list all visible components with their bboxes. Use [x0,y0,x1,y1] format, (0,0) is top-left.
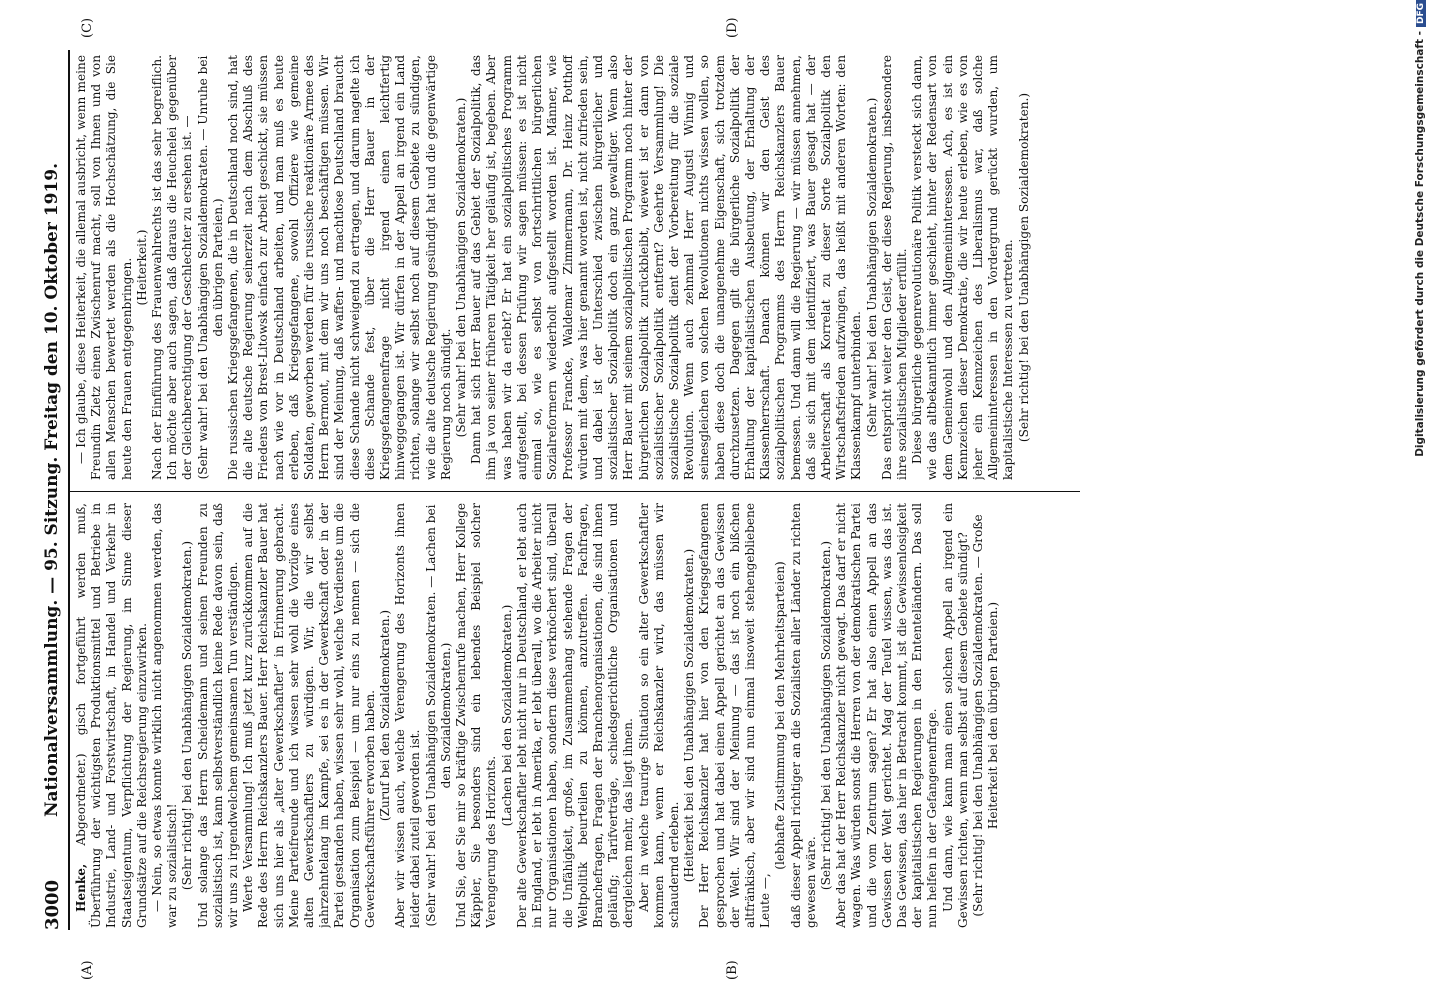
paragraph [393,503,423,928]
margin-mark-b: (B) [725,960,740,980]
paragraph [789,503,819,928]
paragraph [819,503,834,928]
paragraph-text: (Sehr richtig! bei den Unabhängigen Sozialdemokraten. — Große Heiterkeit bei den übrigen Parteien.) [970,514,1001,917]
paragraph [834,503,940,928]
paragraph [241,503,378,928]
paragraph [682,503,697,928]
paragraph-text: (Sehr richtig! bei den Unabhängigen Sozialdemokraten.) [180,540,195,891]
paragraph-text: (Heiterkeit.) [134,229,149,306]
paragraph [697,503,773,928]
paragraph [74,503,150,928]
paragraph-text: (Sehr wahr! bei den Unabhängigen Sozialdemokraten. — Lachen bei den Sozialdemokraten.) [423,504,453,927]
paragraph-text: (Sehr richtig! bei den Unabhängigen Sozialdemokraten.) [1016,92,1031,443]
paragraph [196,503,242,928]
paragraph [150,55,196,480]
paragraph-text: Die russischen Kriegsgefangenen, die in Deutschland noch sind, hat die alte deutsche Regierung seinerzeit nach dem Abschluß des Friedens von Brest-Litowsk einfach zur Arbeit geschickt, sie müssen nach wie vor in Deutschland arbeiten, und man muß es heute erleben, daß Kriegsgefangene, sowohl Offiziere wie gemeine Soldaten, geworben werden für die russische reaktionäre Armee des Herrn Bermont, mit dem wir uns noch beschäftigen müssen. Wir sind der Meinung, daß waffen- und machtlose Deutschland braucht diese Schande nicht schweigend zu ertragen, und darum nagelte ich diese Schande fest, über die Herr Bauer in der Kriegsgefangenenfrage nicht irgend einen leichtfertig hinweggegangen ist. Wir dürfen in der Appell an irgend ein Land richten, solange wir selbst noch auf diesem Gebiete zu sündigen, wie die alte deutsche Regierung gesündigt hat und die gegenwärtige Regierung noch sündigt. [226,55,453,480]
paragraph [515,503,637,928]
paragraph-text: Dann hat sich Herr Bauer auf das Gebiet der Sozialpolitik, das ihm ja von seiner früheren Tätigkeit her geläufig ist, begeben. Aber was haben wir da erlebt? Er hat ein sozialpolitisches Programm aufgestellt, bei dessen Prüfung wir sagen müssen: es ist nicht einmal so, wie es selbst von fortschrittlichen bürgerlichen Sozialreformern wiederholt aufgestellt worden ist. Männer, wie Professor Francke, Waldemar Zimmermann, Dr. Heinz Potthoff würden mit dem, was hier genannt worden ist, nicht zufrieden sein, und dabei ist der Unterschied zwischen bürgerlicher und sozialistischer Sozialpolitik doch ein ganz gewaltiger. Wenn also Herr Bauer mit seinem sozialpolitischen Programm noch hinter der bürgerlichen Sozialpolitik zurückbleibt, wieweit ist er dann von sozialistischer Sozialpolitik entfernt? Geehrte Versammlung! Die sozialistische Sozialpolitik dient der Vorbereitung für die soziale Revolution. Wenn auch zehnmal Herr Augusti Winnig und seinesgleichen von solchen Revolutionen nichts wissen wollen, so haben diese doch die unangenehme Eigenschaft, sich trotzdem durchzusetzen. Dagegen gilt die bürgerliche Sozialpolitik der Erhaltung der kapitalistischen Ausbeutung, der Erhaltung der Klassenherrschaft. Danach können wir den Geist des sozialpolitischen Programms des Herrn Reichskanzlers Bauer bemessen. Und dann will die Regierung — wir müssen annehmen, daß sie sich mit dem identifiziert, was Bauer gesagt hat — der Arbeiterschaft als Korrelat zu dieser Sorte Sozialpolitik den Wirtschaftsfrieden aufzwingen, das heißt mit anderen Worten: den Klassenkampf unterbinden. [469,55,864,480]
left-text-column [74,503,1084,928]
paragraph [454,503,500,928]
paragraph-text: (Zuruf bei den Sozialdemokraten.) [378,609,393,822]
paragraph-text: (Sehr richtig! bei den Unabhängigen Sozialdemokraten.) [818,540,833,891]
speaker-name: Henke, [74,863,88,912]
paragraph-text: Und solange das Herrn Scheidemann und seinen Freunden zu sozialistisch ist, kann selbstverständlich keine Rede davon sein, daß wir uns zu irgendwelchem gemeinsamen Tun verständigen. [195,503,241,928]
digitization-credit [1414,0,1430,960]
paragraph [971,503,1001,928]
paragraph [637,503,683,928]
paragraph [865,55,880,480]
paragraph-text: Der alte Gewerkschaftler lebt nicht nur in Deutschland, er lebt auch in England, er lebt in Amerika, er lebt überall, wo die Arbeiter nicht nur Organisationen haben, sondern diese verknöchert sind, überall die Unfähigkeit, große, im Zusammenhang stehende Fragen der Weltpolitik beurteilen zu können, anzutreffen. Fachfragen, Branchefragen, Fragen der Branchenorganisationen, die sind ihnen geläufig; Tarifverträge, schiedsgerichtliche Organisationen und dergleichen mehr, das liegt ihnen. [514,503,636,928]
paragraph-text: Diese bürgerliche gegenrevolutionäre Politik versteckt sich dann, wie das altbekanntlich immer geschieht, hinter der Redensart von dem Gemeinwohl und den Allgemeininteressen. Ach, es ist ein Kennzeichen dieser Demokratie, die wir heute erleben, wie es von jeher ein Kennzeichen des Liberalismus war, daß solche Allgemeininteressen in den Vordergrund gerückt wurden, um kapitalistische Interessen zu vertreten. [910,55,1016,480]
paragraph [910,55,1016,480]
paragraph-text: Nach der Einführung des Frauenwahlrechts ist das sehr begreiflich. Ich möchte aber auch sagen, daß daraus die Heuchelei gegenüber der Gleichberechtigung der Geschlechter zu ersehen ist. — [150,55,195,480]
paragraph-text: — Ich glaube, diese Heiterkeit, die allemal ausbricht, wenn meine Freundin Zietz einen Zwischenruf macht, soll von Ihnen und von allen Menschen bewertet werden als die Hochschätzung, die Sie heute den Frauen entgegenbringen. [74,55,134,480]
right-text-column [74,55,1084,480]
paragraph-text: (Sehr wahr! bei den Unabhängigen Sozialdemokraten.) [454,97,469,438]
paragraph-text: Aber in welche traurige Situation so ein alter Gewerkschaftler kommen kann, wenn er Reichskanzler wird, das müssen wir schaudernd erleben. [636,503,681,928]
paragraph [1017,55,1032,480]
paragraph [880,55,910,480]
paragraph-text: (Lachen bei den Sozialdemokraten.) [499,604,514,827]
paragraph [150,503,180,928]
paragraph [226,55,454,480]
paragraph-text: (Heiterkeit bei den Unabhängigen Sozialdemokraten.) [682,548,697,883]
paragraph-text: Das entspricht weiter den Geist, der diese Regierung, insbesondere ihre sozialistischen Mitglieder erfüllt. [879,55,909,480]
page-header [40,50,70,930]
paragraph-text: (Sehr wahr! bei den Unabhängigen Sozialdemokraten. — Unruhe bei den übrigen Parteien.) [195,55,225,480]
paragraph-text: daß dieser Appell richtiger an die Sozialisten aller Länder zu richten gewesen wäre. [788,503,818,928]
paragraph-text: — Nein, so etwas konnte wirklich nicht angenommen werden, das war zu sozialistisch! [150,503,180,928]
margin-mark-a: (A) [80,960,95,980]
page-number: 3000 [42,879,63,930]
paragraph [135,55,150,480]
paragraph-text: (lebhafte Zustimmung bei den Mehrheitsparteien) [773,561,788,870]
paragraph [773,503,788,928]
paragraph-text: Aber wir wissen auch, welche Verengerung des Horizonts ihnen leider dabei zuteil geworden ist. [393,503,423,928]
running-title: Nationalversammlung. — 95. Sitzung. Freitag den 10. Oktober 1919. [42,163,62,817]
paragraph [378,503,393,928]
paragraph [941,503,971,928]
paragraph-text: Werte Versammlung! Ich muß jetzt kurz zurückkommen auf die Rede des Herrn Reichskanzlers Bauer. Herr Reichskanzler Bauer hat sich uns hier als „alter Gewerkschaftler“ in Erinnerung gebracht. Meine Parteifreunde und ich wissen sehr wohl die Vorzüge eines alten Gewerkschaftlers zu würdigen. Wir, die wir selbst jahrzehntelang im Kampfe, sei es in der Gewerkschaft oder in der Partei gestanden haben, wissen sehr wohl, welche Verdienste um die Organisation zum Beispiel — um nur eins zu nennen — sich die Gewerkschaftsführer erworben haben. [241,503,377,928]
margin-mark-d: (D) [725,17,740,38]
paragraph-text: Und dann, wie kann man einen solchen Appell an irgend ein Gewissen richten, wenn man selbst auf diesem Gebiete sündigt? [940,503,970,928]
paragraph-text: Und Sie, der Sie mir so kräftige Zwischenrufe machen, Herr Kollege Käppler, Sie besonders sind ein lebendes Beispiel solcher Verengerung des Horizonts. [454,503,499,928]
header-rule [68,50,70,930]
margin-mark-c: (C) [80,17,95,38]
paragraph [180,503,195,928]
paragraph [196,55,226,480]
paragraph [500,503,515,928]
paragraph [469,55,864,480]
paragraph-text: Abgeordneter.) gisch fortgeführt werden muß, Überführung der wichtigsten Produktionsmittel und Betriebe in Industrie, Land- und Forstwirtschaft, in Handel und Verkehr in Staatseigentum, Verpflichtung der Regierung, im Sinne dieser Grundsätze auf die Reichsregierung einzuwirken. [74,503,149,928]
paragraph-text: Der Herr Reichskanzler hat hier von den Kriegsgefangenen gesprochen und hat dabei einen Appell gerichtet an das Gewissen der Welt. Wir sind der Meinung — das ist noch ein bißchen altfränkisch, aber wir sind nun einmal insoweit stehengebliebene Leute —, [697,503,773,928]
paragraph-text: (Sehr wahr! bei den Unabhängigen Sozialdemokraten.) [864,97,879,438]
paragraph [74,55,135,480]
paragraph [454,55,469,480]
column-divider [70,491,1080,492]
paragraph-text: Aber das hat der Herr Reichskanzler nicht gewagt. Das darf er nicht wagen. Was würden sonst die Herren von der demokratischen Partei und die vom Zentrum sagen? Er hat also einen Appell an das Gewissen der Welt gerichtet. Mag der Teufel wissen, was das ist. Das Gewissen, das hier in Betracht kommt, ist die Gewissenlosigkeit der kapitalistischen Regierungen in den Ententeländern. Das soll nun helfen in der Gefangenenfrage. [834,503,940,928]
dfg-logo: DFG [1416,0,1426,27]
paragraph [424,503,454,928]
credit-text: Digitalisierung gefördert durch die Deutsche Forschungsgemeinschaft - [1414,31,1426,457]
